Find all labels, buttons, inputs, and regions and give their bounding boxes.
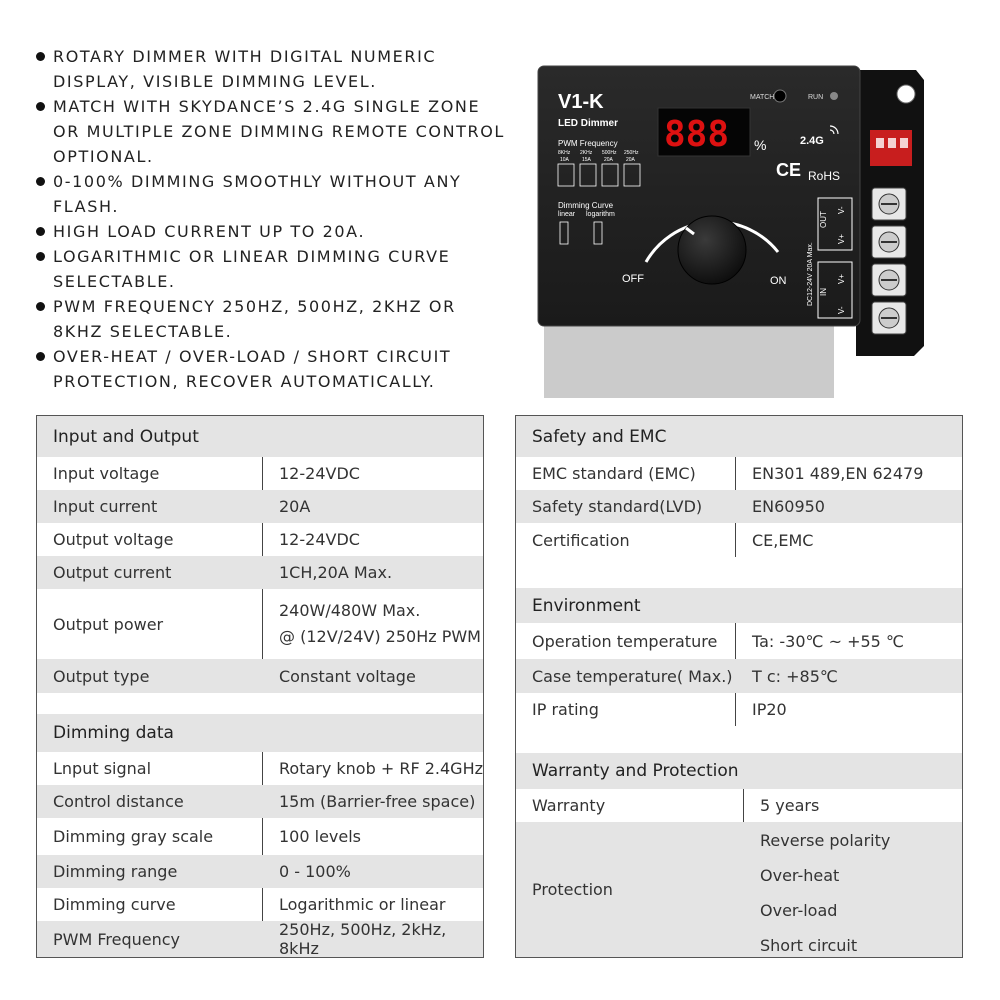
feature-text: 0-100% DIMMING SMOOTHLY WITHOUT ANY FLASH. <box>53 172 462 216</box>
out-label: OUT <box>819 211 828 228</box>
row-label: Dimming gray scale <box>53 827 214 846</box>
rohs-mark: RoHS <box>808 169 841 183</box>
table-row <box>37 659 483 693</box>
row-value: 0 - 100% <box>279 862 351 881</box>
bullet-icon <box>36 177 45 186</box>
table-row <box>516 523 962 557</box>
feature-text: OVER-HEAT / OVER-LOAD / SHORT CIRCUIT PROTECTION, RECOVER AUTOMATICALLY. <box>53 347 452 391</box>
bullet-icon <box>36 352 45 361</box>
table-row <box>37 490 483 523</box>
in-vminus-label: V- <box>837 306 846 314</box>
row-label: Control distance <box>53 792 184 811</box>
row-value: Logarithmic or linear <box>279 895 446 914</box>
rotary-knob[interactable] <box>678 216 746 284</box>
mount-hole-icon <box>897 85 915 103</box>
dip-lever-icon <box>876 138 884 148</box>
product-image <box>536 62 946 402</box>
row-value: EN301 489,EN 62479 <box>752 464 924 483</box>
row-value: 12-24VDC <box>279 464 360 483</box>
shadow <box>544 324 834 398</box>
feature-item <box>36 294 526 344</box>
feature-text: HIGH LOAD CURRENT UP TO 20A. <box>53 222 366 241</box>
protection-item: Reverse polarity <box>760 831 891 850</box>
curve-log-label: logarithm <box>586 211 615 218</box>
section-header <box>516 588 962 623</box>
row-value: 100 levels <box>279 827 362 846</box>
curve-linear-label: linear <box>558 211 576 218</box>
row-label: EMC standard (EMC) <box>532 464 696 483</box>
feature-item <box>36 219 526 244</box>
table-row-protection <box>516 822 962 957</box>
row-value: Ta: -30℃ ~ +55 ℃ <box>752 631 904 651</box>
row-label: Dimming curve <box>53 895 176 914</box>
feature-text: PWM FREQUENCY 250HZ, 500HZ, 2KHZ OR 8KHZ SELECTABLE. <box>53 297 456 341</box>
row-label: Output current <box>53 563 172 582</box>
out-vplus-label: V+ <box>837 233 846 244</box>
table-row <box>37 457 483 490</box>
table-row <box>516 789 962 822</box>
section-title: Dimming data <box>53 723 174 743</box>
table-row <box>37 818 483 855</box>
display-digits: 888 <box>664 114 730 155</box>
dip-lever-icon <box>900 138 908 148</box>
bullet-icon <box>36 102 45 111</box>
dimmer-device <box>536 62 946 402</box>
in-label: IN <box>819 288 828 296</box>
pwm-freq-label: 8KHz <box>558 150 571 156</box>
device-model: V1-K <box>558 91 604 113</box>
row-value: 20A <box>279 497 311 516</box>
row-value: 15m (Barrier-free space) <box>279 792 476 811</box>
section-header <box>516 416 962 457</box>
table-row <box>37 855 483 888</box>
table-row <box>37 888 483 921</box>
knob-on-label: ON <box>770 275 787 287</box>
feature-text: MATCH WITH SKYDANCE’S 2.4G SINGLE ZONE OR MULTIPLE ZONE DIMMING REMOTE CONTROL OPTIONAL. <box>53 97 505 166</box>
row-value: Constant voltage <box>279 666 416 686</box>
row-value: IP20 <box>752 700 787 719</box>
curve-title: Dimming Curve <box>558 201 614 210</box>
row-label: Safety standard(LVD) <box>532 497 703 516</box>
section-header <box>37 416 483 457</box>
match-label: MATCH <box>750 94 775 101</box>
row-value: 1CH,20A Max. <box>279 563 393 582</box>
row-label: Input current <box>53 497 158 516</box>
row-label: Operation temperature <box>532 631 718 651</box>
bullet-icon <box>36 252 45 261</box>
pwm-title: PWM Frequency <box>558 139 618 148</box>
pwm-amp-label: 20A <box>626 157 635 163</box>
section-title: Input and Output <box>53 426 199 447</box>
section-title: Environment <box>532 595 641 616</box>
protection-item: Short circuit <box>760 936 858 955</box>
row-label: IP rating <box>532 700 599 719</box>
table-row <box>516 693 962 726</box>
run-label: RUN <box>808 94 824 101</box>
pwm-freq-label: 250Hz <box>624 150 639 156</box>
table-row <box>37 556 483 589</box>
bullet-icon <box>36 302 45 311</box>
pwm-freq-label: 2KHz <box>580 150 593 156</box>
row-label: Warranty <box>532 796 606 815</box>
bullet-icon <box>36 227 45 236</box>
table-row <box>516 457 962 490</box>
dip-lever-icon <box>888 138 896 148</box>
row-value: Rotary knob + RF 2.4GHz <box>279 759 484 778</box>
feature-text: ROTARY DIMMER WITH DIGITAL NUMERIC DISPLAY, VISIBLE DIMMING LEVEL. <box>53 47 437 91</box>
table-row <box>516 659 962 693</box>
knob-off-label: OFF <box>622 273 644 285</box>
section-title: Safety and EMC <box>532 426 667 447</box>
spec-table-input-output-dimming <box>36 415 484 958</box>
pwm-amp-label: 10A <box>560 157 569 163</box>
row-label: PWM Frequency <box>53 929 181 949</box>
row-value: CE,EMC <box>752 530 814 550</box>
row-label: Protection <box>532 880 613 899</box>
table-row <box>37 785 483 818</box>
row-value: T c: +85℃ <box>752 666 838 686</box>
table-row <box>37 523 483 556</box>
device-subtitle: LED Dimmer <box>558 118 619 129</box>
protection-item: Over-load <box>760 901 838 920</box>
section-header <box>516 753 962 789</box>
feature-item <box>36 244 526 294</box>
section-header <box>37 714 483 752</box>
row-label: Lnput signal <box>53 759 152 778</box>
in-vplus-label: V+ <box>837 273 846 284</box>
row-value: 250Hz, 500Hz, 2kHz, 8kHz <box>279 920 447 958</box>
table-row <box>37 921 483 957</box>
feature-text: LOGARITHMIC OR LINEAR DIMMING CURVE SELECTABLE. <box>53 247 451 291</box>
table-row <box>37 752 483 785</box>
feature-list <box>36 44 526 394</box>
feature-item <box>36 344 526 394</box>
feature-item <box>36 94 526 169</box>
row-value: 240W/480W Max. @ (12V/24V) 250Hz PWM <box>279 601 481 646</box>
row-value: 12-24VDC <box>279 530 360 549</box>
row-label: Certification <box>532 530 630 550</box>
row-label: Case temperature( Max.) <box>532 666 733 686</box>
display-percent: % <box>754 137 767 153</box>
table-row <box>516 490 962 523</box>
row-value: 5 years <box>760 796 820 815</box>
row-label: Input voltage <box>53 464 160 483</box>
match-button[interactable] <box>774 90 786 102</box>
protection-item: Over-heat <box>760 866 840 885</box>
row-label: Output type <box>53 666 150 686</box>
section-title: Warranty and Protection <box>532 761 739 781</box>
feature-item <box>36 44 526 94</box>
feature-item <box>36 169 526 219</box>
pwm-amp-label: 15A <box>582 157 591 163</box>
row-label: Output power <box>53 614 164 634</box>
rf-label: 2.4G <box>800 135 824 147</box>
row-label: Dimming range <box>53 862 178 881</box>
bullet-icon <box>36 52 45 61</box>
spec-table-safety-environment-warranty <box>515 415 963 958</box>
ce-mark: CE <box>776 160 802 180</box>
pwm-freq-label: 500Hz <box>602 150 617 156</box>
out-vminus-label: V- <box>837 206 846 214</box>
run-led-icon <box>830 92 838 100</box>
row-value: EN60950 <box>752 497 825 516</box>
pwm-amp-label: 20A <box>604 157 613 163</box>
rating-label: DC12-24V 20A Max. <box>807 242 814 306</box>
table-row <box>516 623 962 659</box>
row-label: Output voltage <box>53 530 174 549</box>
table-row <box>37 589 483 659</box>
